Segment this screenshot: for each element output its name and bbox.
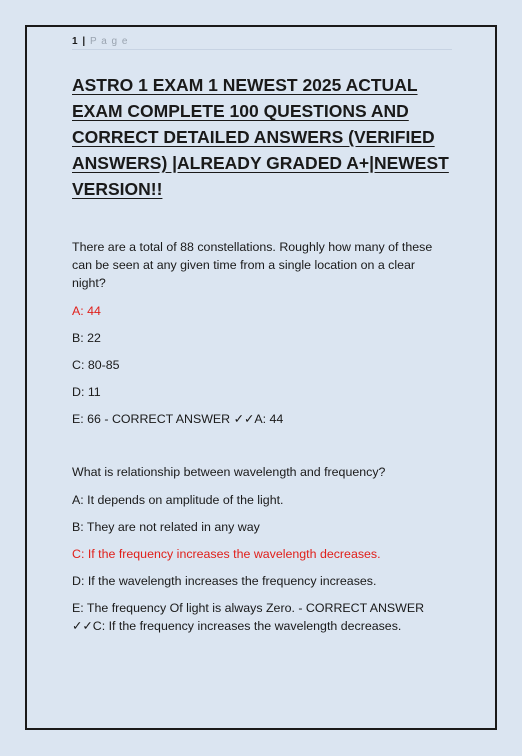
- question-block: [72, 238, 452, 428]
- answer-option: D: If the wavelength increases the frequency increases.: [72, 574, 377, 588]
- section-spacer: [72, 437, 452, 463]
- question-text: What is relationship between wavelength and frequency?: [72, 465, 386, 479]
- page-number: 1: [72, 36, 79, 47]
- page-label: P a g e: [89, 36, 129, 47]
- answer-option: B: They are not related in any way: [72, 520, 260, 534]
- answer-option: A: It depends on amplitude of the light.: [72, 493, 284, 507]
- page-header: [72, 36, 452, 50]
- document-content: [72, 238, 452, 644]
- question-block: [72, 463, 452, 635]
- page-separator: |: [82, 36, 87, 47]
- answer-option: A: 44: [72, 304, 101, 318]
- answer-option: D: 11: [72, 385, 101, 399]
- answer-option: E: 66 - CORRECT ANSWER ✓✓A: 44: [72, 412, 284, 426]
- answer-option: B: 22: [72, 331, 101, 345]
- question-text: There are a total of 88 constellations. Roughly how many of these can be seen at any given time from a single location on a clear night?: [72, 240, 433, 290]
- document-title: ASTRO 1 EXAM 1 NEWEST 2025 ACTUAL EXAM COMPLETE 100 QUESTIONS AND CORRECT DETAILED ANSWERS (VERIFIED ANSWERS) |ALREADY GRADED A+|NEWEST VERSION!!: [72, 75, 449, 199]
- answer-option: E: The frequency Of light is always Zero. - CORRECT ANSWER ✓✓C: If the frequency increases the wavelength decreases.: [72, 601, 425, 633]
- answer-option: C: 80-85: [72, 358, 120, 372]
- answer-option: C: If the frequency increases the wavelength decreases.: [72, 547, 381, 561]
